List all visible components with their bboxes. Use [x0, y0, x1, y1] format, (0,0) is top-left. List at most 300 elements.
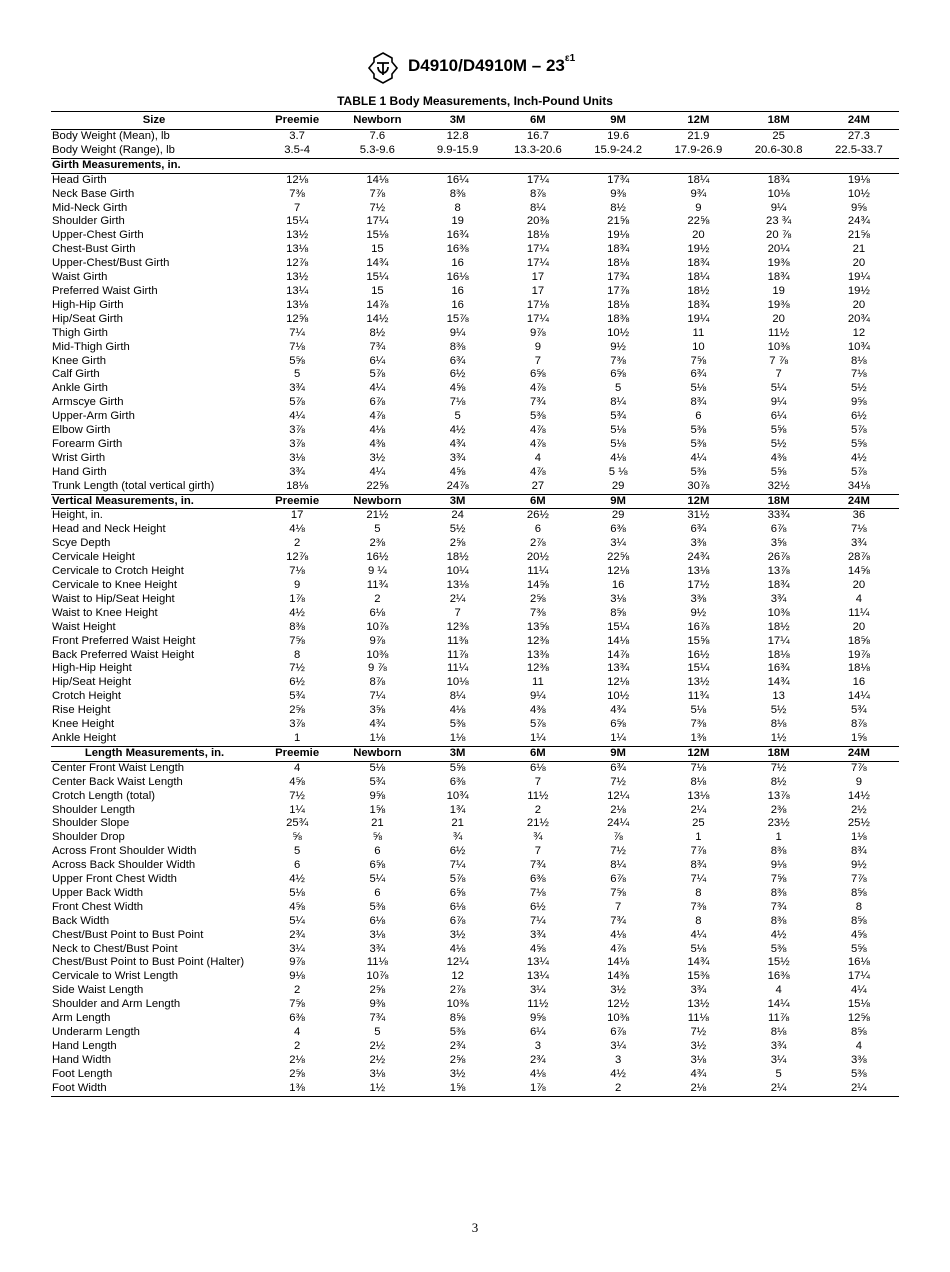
table-row: [51, 438, 899, 452]
measurement-value: 9: [534, 340, 542, 353]
measurement-value: 3¼: [610, 1039, 626, 1052]
measurement-value: 5⅜: [530, 410, 546, 423]
measurement-value: 2: [578, 1082, 658, 1096]
measurement-value: 7¼: [369, 690, 386, 703]
measurement-value: 16½: [687, 648, 710, 661]
measurement-value: 5: [374, 523, 381, 536]
measurement-value: 5⅜: [770, 942, 787, 955]
table-row: [51, 368, 899, 382]
measurement-value: 8¼: [610, 396, 626, 409]
measurement-value: 13⅞: [767, 789, 790, 802]
measurement-name: Waist to Knee Height: [52, 606, 158, 619]
measurement-value: 22⅝: [687, 215, 710, 228]
measurement-value: 3M: [418, 746, 498, 761]
measurement-name: Knee Girth: [52, 354, 107, 367]
measurement-value: 4⅜: [369, 437, 386, 450]
measurement-value: 25½: [847, 817, 870, 830]
measurement-value: 2⅛: [289, 1053, 305, 1066]
measurement-value: 17½: [687, 579, 710, 591]
measurement-value: 16⅛: [446, 271, 469, 284]
measurement-value: 5⅜: [369, 900, 386, 913]
table-row: [51, 257, 899, 271]
measurement-name: Side Waist Length: [52, 984, 144, 997]
measurement-value: 12⅝: [286, 312, 309, 325]
measurement-value: 7: [775, 368, 782, 381]
measurement-value: 9⅛: [770, 859, 787, 872]
measurement-value: 3¾: [449, 451, 466, 464]
measurement-value: 5½: [770, 704, 787, 717]
measurement-name: Underarm Length: [52, 1026, 140, 1038]
measurement-name: Calf Girth: [52, 368, 100, 381]
measurement-value: 3⅛: [690, 1053, 707, 1066]
measurement-value: 16⅜: [767, 970, 790, 983]
measurement-value: 4⅞: [530, 382, 546, 395]
measurement-value: 4⅛: [610, 451, 626, 464]
measurement-value: 5⅝: [851, 942, 867, 955]
measurement-value: 8⅞: [851, 718, 867, 731]
measurement-value: 14⅛: [607, 956, 630, 969]
table-row: [51, 313, 899, 327]
measurement-value: 8⅛: [851, 354, 867, 367]
measurement-value: 4⅝: [289, 775, 305, 788]
measurement-value: 7⅛: [530, 886, 546, 899]
measurement-value: 36: [852, 509, 866, 522]
measurement-value: 5⅞: [289, 396, 305, 409]
measurement-value: 20: [692, 229, 705, 242]
measurement-value: 8: [695, 914, 702, 927]
measurement-value: 1: [257, 732, 337, 746]
measurement-name: Upper-Arm Girth: [52, 410, 135, 423]
page-number: 3: [471, 1220, 479, 1235]
measurement-value: 14⅛: [607, 634, 630, 647]
measurement-value: 5¾: [851, 704, 867, 717]
measurement-value: 17¼: [847, 970, 870, 983]
measurement-value: 2⅞: [449, 984, 466, 997]
measurement-value: 6: [374, 845, 381, 858]
table-row: [51, 804, 899, 818]
measurement-name: Shoulder Length: [52, 803, 135, 816]
document-code: [408, 53, 576, 76]
measurement-value: 14⅞: [366, 298, 389, 311]
measurement-value: 3⅝: [369, 704, 386, 717]
measurement-value: 3½: [449, 1067, 466, 1080]
measurement-value: 15⅛: [366, 229, 389, 242]
measurement-value: 9½: [690, 606, 707, 619]
measurement-value: 25¾: [286, 817, 309, 830]
measurement-value: 16¾: [767, 662, 790, 675]
measurement-value: 2¼: [449, 592, 466, 605]
measurement-value: 7⅜: [530, 606, 546, 619]
measurement-value: 18¾: [607, 243, 630, 256]
measurement-value: 2¾: [530, 1053, 546, 1066]
measurement-value: 15¼: [607, 620, 630, 633]
measurement-value: 7½: [289, 789, 305, 802]
measurement-value: 12⅜: [526, 662, 549, 675]
measurement-value: 24¾: [687, 551, 710, 564]
table-row: [51, 144, 899, 158]
measurement-value: 9¼: [530, 690, 546, 703]
measurement-value: 18M: [739, 746, 819, 761]
measurement-value: 6⅛: [449, 900, 466, 913]
measurement-value: 10¾: [847, 340, 870, 353]
measurement-value: 19⅜: [767, 298, 790, 311]
measurement-value: 10⅛: [446, 676, 469, 689]
measurement-value: 21: [852, 243, 866, 256]
measurement-value: 17: [531, 284, 545, 297]
measurement-name: Hand Width: [52, 1053, 112, 1066]
table-row: [51, 704, 899, 718]
measurement-value: 5½: [851, 382, 867, 395]
measurement-value: 11¼: [848, 606, 870, 619]
table-row: [51, 1040, 899, 1054]
table-row: [51, 285, 899, 299]
measurement-value: 18¾: [687, 257, 710, 270]
measurement-value: 7: [534, 354, 542, 367]
measurement-value: 2½: [369, 1039, 386, 1052]
measurement-value: 7½: [610, 845, 626, 858]
table-row: [51, 341, 899, 355]
measurement-value: 3.5-4: [257, 144, 337, 158]
table-header-row: [51, 112, 899, 130]
measurement-value: 7½: [369, 201, 386, 214]
measurement-value: 4: [855, 1039, 863, 1052]
measurement-value: 18⅛: [767, 648, 790, 661]
measurement-name: Waist to Hip/Seat Height: [52, 592, 175, 605]
measurement-value: 18¼: [687, 271, 710, 284]
measurement-value: 5⅜: [690, 437, 707, 450]
measurement-value: 7¼: [289, 326, 305, 339]
measurement-value: 5⅞: [369, 368, 386, 381]
measurement-value: 7⅝: [770, 873, 787, 886]
measurement-name: Cervicale Height: [52, 551, 135, 564]
measurement-value: 16½: [366, 551, 389, 564]
table-row: [51, 761, 899, 775]
table-row: [51, 523, 899, 537]
measurement-value: 17: [531, 271, 545, 284]
measurement-value: 2⅝: [449, 1053, 466, 1066]
measurement-value: ⅞: [613, 831, 623, 844]
table-row: [51, 410, 899, 424]
measurement-value: 5¼: [369, 873, 386, 886]
measurement-value: 9⅝: [369, 789, 386, 802]
measurement-value: 3⅞: [289, 718, 305, 731]
measurement-name: Ankle Girth: [52, 382, 108, 395]
measurement-value: 7⅝: [289, 998, 305, 1011]
document-header: [0, 52, 950, 86]
measurement-value: 10⅜: [767, 606, 790, 619]
measurement-value: 5⅛: [369, 761, 386, 774]
measurement-value: 29: [578, 480, 658, 494]
measurement-value: 4¼: [369, 382, 386, 395]
measurement-value: 21½: [526, 817, 549, 830]
measurement-value: 11⅞: [768, 1012, 790, 1025]
measurement-value: 9¼: [449, 326, 466, 339]
measurement-name: Back Preferred Waist Height: [52, 648, 195, 661]
measurement-value: 13½: [286, 271, 309, 284]
measurement-value: 7½: [770, 761, 787, 774]
column-header: 3M: [418, 112, 498, 130]
measurement-name: High-Hip Girth: [52, 298, 124, 311]
measurement-value: 8⅝: [449, 1012, 466, 1025]
measurement-value: 7⅛: [449, 396, 466, 409]
table-row: [51, 984, 899, 998]
measurement-value: 7¾: [369, 340, 386, 353]
measurement-value: 4½: [610, 1067, 626, 1080]
measurement-value: 8⅛: [770, 1026, 787, 1038]
measurement-value: 5⅜: [690, 465, 707, 478]
measurement-value: 9: [855, 775, 863, 788]
body-measurements-table: [51, 111, 899, 1097]
measurement-value: 25: [692, 817, 705, 830]
table-row: [51, 662, 899, 676]
table-row: [51, 537, 899, 551]
measurement-name: Shoulder and Arm Length: [52, 998, 181, 1011]
measurement-name: Hand Length: [52, 1039, 117, 1052]
measurement-value: 3¾: [289, 465, 305, 478]
measurement-value: 6⅞: [770, 523, 787, 536]
measurement-value: 8⅜: [449, 340, 466, 353]
measurement-value: 7¼: [449, 859, 466, 872]
measurement-value: 15: [371, 243, 384, 256]
measurement-value: 3¾: [851, 537, 867, 550]
measurement-value: 11⅜: [447, 634, 469, 647]
measurement-value: 20.6-30.8: [739, 144, 819, 158]
measurement-value: 7½: [610, 775, 626, 788]
measurement-value: 2⅝: [530, 592, 546, 605]
measurement-value: 6: [374, 886, 381, 899]
measurement-value: 16¾: [446, 229, 469, 242]
document-code-text: D4910/D4910M – 23: [408, 56, 565, 75]
measurement-value: 11: [532, 676, 544, 689]
measurement-value: 2: [534, 803, 542, 816]
measurement-value: 7.6: [369, 130, 386, 142]
measurement-name: Trunk Length (total vertical girth): [51, 480, 257, 494]
table-body: [51, 130, 899, 1097]
measurement-value: 8⅞: [369, 676, 386, 689]
measurement-value: 6⅜: [449, 775, 466, 788]
measurement-name: Thigh Girth: [52, 326, 108, 339]
measurement-value: 9⅛: [289, 970, 305, 983]
measurement-value: 5 ⅛: [608, 465, 628, 478]
table-row: [51, 480, 899, 494]
measurement-value: 8½: [610, 201, 626, 214]
measurement-value: 8: [855, 900, 863, 913]
measurement-value: 5⅛: [289, 886, 305, 899]
measurement-value: 10¾: [446, 789, 469, 802]
measurement-value: 26⅞: [767, 551, 790, 564]
measurement-value: 26½: [526, 509, 549, 522]
measurement-value: 14½: [366, 312, 389, 325]
measurement-value: 8: [293, 648, 301, 661]
measurement-value: 8¼: [610, 859, 626, 872]
measurement-value: 3¼: [770, 1053, 787, 1066]
measurement-value: 17¼: [526, 243, 549, 256]
measurement-value: 4: [534, 451, 542, 464]
measurement-value: 7⅛: [289, 340, 305, 353]
measurement-name: Head and Neck Height: [52, 523, 166, 536]
table-row: [51, 551, 899, 565]
measurement-value: 14⅜: [607, 970, 630, 983]
measurement-value: 18¾: [767, 579, 790, 591]
measurement-value: 8⅝: [851, 914, 867, 927]
table-row: [51, 831, 899, 845]
measurement-value: 20: [852, 257, 866, 270]
measurement-value: 19⅜: [767, 257, 790, 270]
measurement-value: 9 ¼: [367, 565, 387, 578]
measurement-value: 11⅛: [687, 1012, 709, 1025]
measurement-value: 5⅛: [690, 942, 707, 955]
measurement-value: 4½: [289, 606, 305, 619]
measurement-value: 8½: [369, 326, 386, 339]
measurement-value: 11¾: [366, 579, 388, 591]
measurement-value: 28⅞: [847, 551, 870, 564]
measurement-value: 14¼: [767, 998, 790, 1011]
document-code-superscript: ε1: [564, 53, 576, 65]
measurement-value: 5⅛: [610, 437, 626, 450]
measurement-name: Preferred Waist Girth: [52, 284, 158, 297]
measurement-value: 5⅜: [449, 1026, 466, 1038]
measurement-value: 13½: [687, 998, 710, 1011]
measurement-value: 9½: [610, 340, 626, 353]
measurement-value: 12⅞: [286, 551, 309, 564]
measurement-value: 5: [293, 845, 301, 858]
column-header: 24M: [819, 112, 899, 130]
measurement-value: 7: [534, 775, 542, 788]
measurement-name: Chest-Bust Girth: [52, 243, 136, 256]
measurement-value: 13⅛: [687, 789, 710, 802]
measurement-value: 15¼: [286, 215, 309, 228]
measurement-value: 12M: [658, 746, 738, 761]
measurement-value: 23 ¾: [766, 215, 792, 228]
measurement-value: 12½: [607, 998, 630, 1011]
measurement-value: 8¼: [530, 201, 546, 214]
measurement-name: Waist Girth: [52, 271, 108, 284]
measurement-value: 23½: [767, 817, 790, 830]
measurement-value: 9M: [578, 494, 658, 509]
measurement-value: 7⅝: [690, 354, 707, 367]
measurement-name: Upper Front Chest Width: [52, 873, 177, 886]
measurement-value: 9⅜: [610, 187, 626, 200]
measurement-name: Across Front Shoulder Width: [52, 845, 197, 858]
measurement-value: 9M: [578, 746, 658, 761]
measurement-value: 5⅞: [449, 873, 466, 886]
table-row: [51, 732, 899, 746]
measurement-value: 20: [852, 579, 866, 591]
measurement-value: [498, 158, 578, 173]
table-row: [51, 956, 899, 970]
measurement-value: 7: [293, 201, 301, 214]
measurement-value: 3½: [690, 1039, 707, 1052]
measurement-value: 4⅝: [449, 465, 466, 478]
measurement-value: 2¾: [449, 1039, 466, 1052]
measurement-value: 9⅝: [851, 396, 867, 409]
measurement-value: 1¾: [449, 803, 466, 816]
measurement-value: 6⅞: [449, 914, 466, 927]
measurement-value: 2⅝: [289, 704, 305, 717]
measurement-value: 11½: [527, 998, 549, 1011]
table-row: [51, 998, 899, 1012]
table-row: [51, 229, 899, 243]
measurement-name: Cervicale to Crotch Height: [52, 565, 184, 578]
measurement-name: Waist Height: [52, 620, 116, 633]
table-row: [51, 929, 899, 943]
measurement-name: Hand Girth: [52, 465, 107, 478]
measurement-value: 2¼: [739, 1082, 819, 1096]
measurement-name: Ankle Height: [51, 732, 257, 746]
measurement-value: 4¾: [449, 437, 466, 450]
measurement-value: 8½: [770, 775, 787, 788]
measurement-value: 5: [454, 410, 461, 423]
measurement-name: Shoulder Slope: [52, 817, 130, 830]
measurement-value: 19: [451, 215, 464, 228]
section-header-row: [51, 746, 899, 761]
measurement-value: ¾: [452, 831, 463, 844]
section-header-row: [51, 158, 899, 173]
measurement-value: 2⅛: [658, 1082, 738, 1096]
measurement-name: High-Hip Height: [52, 662, 132, 675]
measurement-value: 3¾: [770, 592, 787, 605]
measurement-name: Chest/Bust Point to Bust Point: [52, 928, 204, 941]
measurement-value: ¾: [533, 831, 543, 844]
measurement-value: 2½: [851, 803, 867, 816]
measurement-value: Preemie: [257, 494, 337, 509]
measurement-value: 5⅝: [770, 465, 787, 478]
column-header: 12M: [658, 112, 738, 130]
measurement-value: 3⅜: [851, 1053, 867, 1066]
measurement-value: 8¾: [690, 859, 707, 872]
measurement-value: 3⅛: [369, 928, 386, 941]
measurement-value: 7 ⅞: [769, 354, 789, 367]
measurement-value: 9⅝: [851, 201, 867, 214]
measurement-value: 7¾: [770, 900, 787, 913]
measurement-value: 19½: [847, 284, 870, 297]
measurement-value: 10⅛: [767, 187, 790, 200]
measurement-value: 7⅞: [690, 845, 707, 858]
measurement-value: 3⅛: [610, 592, 626, 605]
table-row: [51, 215, 899, 229]
measurement-value: 3.7: [289, 130, 305, 142]
table-row: [51, 621, 899, 635]
measurement-value: 8¾: [851, 845, 867, 858]
measurement-value: 5¼: [289, 914, 305, 927]
measurement-value: 13½: [687, 676, 710, 689]
measurement-value: 4⅜: [530, 704, 546, 717]
measurement-value: 3½: [369, 451, 386, 464]
measurement-value: 20½: [526, 551, 549, 564]
measurement-value: 18¾: [767, 173, 790, 186]
measurement-value: 4: [293, 1026, 301, 1038]
measurement-value: 16⅞: [687, 620, 710, 633]
measurement-value: 20⅜: [526, 215, 549, 228]
table-row: [51, 943, 899, 957]
measurement-value: 7⅞: [851, 873, 867, 886]
measurement-value: 19⅛: [847, 173, 870, 186]
measurement-value: 4¼: [690, 928, 707, 941]
measurement-value: 6⅝: [530, 368, 546, 381]
measurement-name: Cervicale to Knee Height: [52, 579, 177, 591]
measurement-value: 18½: [687, 284, 710, 297]
measurement-value: 9⅞: [530, 326, 546, 339]
measurement-value: 18¾: [687, 298, 710, 311]
measurement-value: 4⅛: [449, 942, 466, 955]
table-row: [51, 299, 899, 313]
measurement-value: 13: [772, 690, 785, 703]
measurement-value: 8⅜: [449, 187, 466, 200]
measurement-value: 5⅜: [851, 1067, 867, 1080]
measurement-value: 2¾: [289, 928, 305, 941]
measurement-name: Center Back Waist Length: [52, 775, 183, 788]
measurement-value: 2: [374, 592, 381, 605]
